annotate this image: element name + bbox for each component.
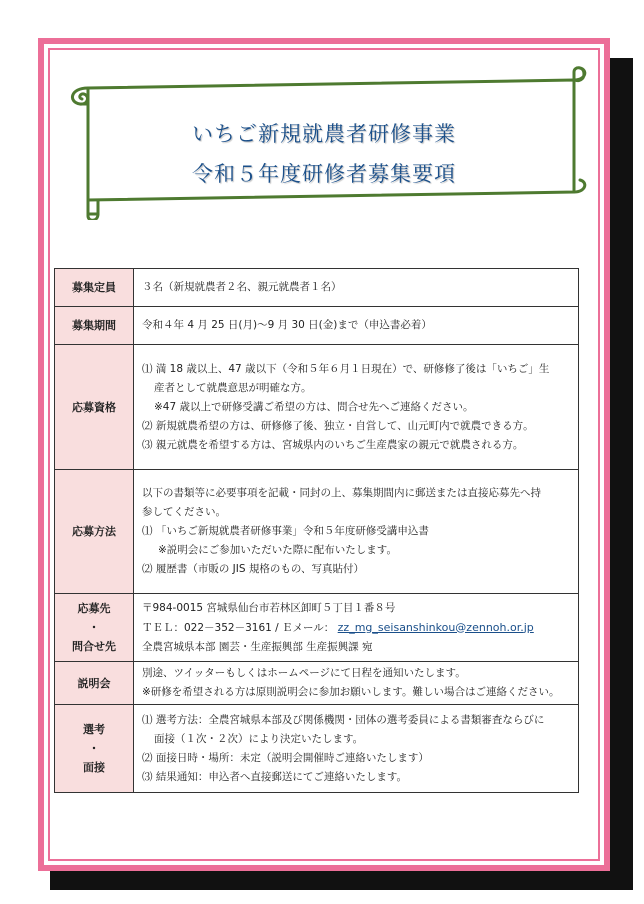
row-contact <box>55 594 579 662</box>
scroll-curl-right <box>574 68 585 81</box>
eligibility-line: 産者として就農意思が明確な方。 <box>154 381 312 394</box>
label-quota: 募集定員 <box>55 269 134 307</box>
label-method: 応募方法 <box>55 470 134 594</box>
method-line: ⑴ 「いちご新規就農者研修事業」令和５年度研修受講申込書 <box>142 525 429 537</box>
briefing-note: ※研修を希望される方は原則説明会に参加お願いします。難しい場合はご連絡ください。 <box>142 686 560 698</box>
row-selection <box>55 705 579 793</box>
title-line-2: 令和５年度研修者募集要項 <box>192 162 456 186</box>
period-text: 令和４年 4 月 25 日(月)～9 月 30 日(金)まで（申込書必着） <box>142 319 432 331</box>
selection-line: 面接（１次・２次）により決定いたします。 <box>154 732 364 745</box>
contact-org: 全農宮城県本部 園芸・生産振興部 生産振興課 宛 <box>142 640 373 653</box>
label-briefing: 説明会 <box>55 662 134 705</box>
scroll-right-bottom <box>574 180 585 192</box>
method-note: ※説明会にご参加いただいた際に配布いたします。 <box>158 544 397 556</box>
contact-tel <box>142 618 572 638</box>
row-briefing <box>55 662 579 705</box>
contact-email-link[interactable]: zz_mg_seisanshinkou@zennoh.or.jp <box>337 620 534 634</box>
contact-tel-text: ＴＥＬ：022－352－3161 / Ｅメール： <box>142 621 335 634</box>
label-contact-mid: ・ <box>88 621 100 634</box>
quota-text: ３名（新規就農者２名、親元就農者１名） <box>142 281 342 293</box>
label-contact-top: 応募先 <box>77 602 111 615</box>
label-selection-bottom: 面接 <box>83 761 105 774</box>
label-period: 募集期間 <box>55 307 134 345</box>
method-line: 参してください。 <box>142 506 226 518</box>
row-period <box>55 307 579 345</box>
selection-line: ⑵ 面接日時・場所：未定（説明会開催時ご連絡いたします） <box>142 751 429 764</box>
row-method <box>55 470 579 594</box>
label-selection-top: 選考 <box>83 723 105 736</box>
label-contact-bottom: 問合せ先 <box>72 640 116 653</box>
selection-line: ⑴ 選考方法：全農宮城県本部及び関係機関・団体の選考委員による書類審査ならびに <box>142 713 545 726</box>
row-quota <box>55 269 579 307</box>
title-line-1: いちご新規就農者研修事業 <box>192 122 456 146</box>
method-line: 以下の書類等に必要事項を記載・同封の上、募集期間内に郵送または直接応募先へ持 <box>142 487 541 499</box>
method-line: ⑵ 履歴書（市販の JIS 規格のもの、写真貼付） <box>142 563 364 575</box>
label-eligibility: 応募資格 <box>55 345 134 470</box>
briefing-line: 別途、ツイッターもしくはホームページにて日程を通知いたします。 <box>142 667 466 679</box>
eligibility-line: ⑵ 新規就農希望の方は、研修修了後、独立・自営して、山元町内で就農できる方。 <box>142 419 534 432</box>
selection-line: ⑶ 結果通知：申込者へ直接郵送にてご連絡いたします。 <box>142 770 407 783</box>
contact-address: 〒984-0015 宮城県仙台市若林区卸町５丁目１番８号 <box>142 601 396 614</box>
eligibility-note: ※47 歳以上で研修受講ご希望の方は、問合せ先へご連絡ください。 <box>154 400 474 413</box>
eligibility-line: ⑶ 親元就農を希望する方は、宮城県内のいちご生産農家の親元で就農される方。 <box>142 438 524 451</box>
label-selection-mid: ・ <box>88 742 100 755</box>
recruitment-table <box>54 268 579 793</box>
row-eligibility <box>55 345 579 470</box>
eligibility-line: ⑴ 満 18 歳以上、47 歳以下（令和５年６月１日現在）で、研修修了後は「いちご」生 <box>142 362 550 375</box>
